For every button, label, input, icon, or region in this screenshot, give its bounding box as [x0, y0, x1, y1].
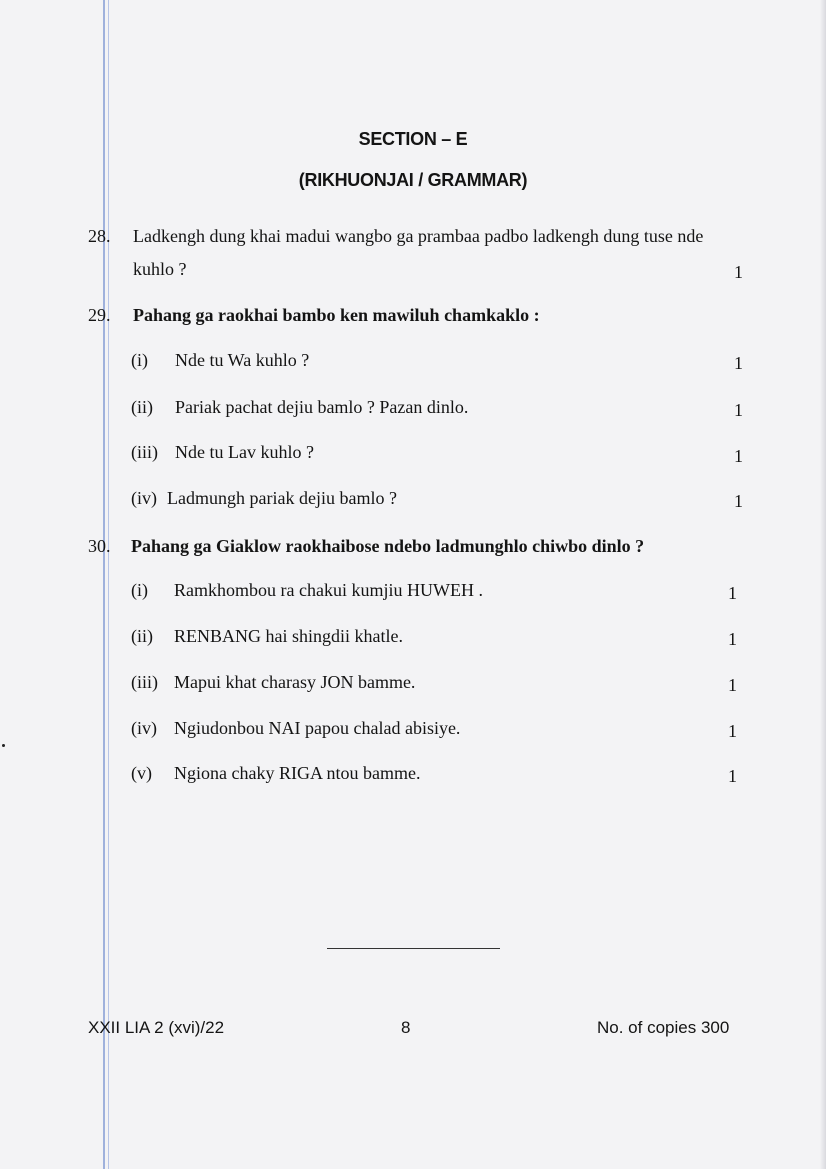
sub-question-text: Ngiudonbou NAI papou chalad abisiye. [174, 718, 461, 738]
sub-question-text: Ramkhombou ra chakui kumjiu HUWEH . [174, 580, 483, 600]
question-text: Pahang ga raokhai bambo ken mawiluh chamkaklo : [133, 305, 540, 325]
sub-question-text: Mapui khat charasy JON bamme. [174, 672, 416, 692]
sub-question-text: Nde tu Lav kuhlo ? [175, 442, 314, 462]
sub-question-text: Ngiona chaky RIGA ntou bamme. [174, 763, 421, 783]
question-number: 30. [88, 536, 111, 556]
marks: 1 [734, 491, 743, 511]
sub-question-label: (iii) [131, 672, 158, 692]
section-subtitle: (RIKHUONJAI / GRAMMAR) [298, 170, 528, 190]
marks: 1 [734, 400, 743, 420]
question-text: Ladkengh dung khai madui wangbo ga prambaa padbo ladkengh dung tuse nde [133, 226, 704, 246]
sub-question-label: (iv) [131, 718, 157, 738]
sub-question-label: (ii) [131, 397, 153, 417]
end-rule [327, 948, 500, 949]
footer-copies: No. of copies 300 [597, 1018, 730, 1037]
question-number: 28. [88, 226, 111, 246]
marks: 1 [728, 675, 737, 695]
marks: 1 [728, 766, 737, 786]
sub-question-label: (i) [131, 580, 148, 600]
sub-question-text: RENBANG hai shingdii khatle. [174, 626, 403, 646]
sub-question-text: Nde tu Wa kuhlo ? [175, 350, 310, 370]
marks: 1 [728, 629, 737, 649]
sub-question-label: (v) [131, 763, 152, 783]
question-text-continued: kuhlo ? [133, 259, 187, 279]
sub-question-label: (ii) [131, 626, 153, 646]
marks: 1 [728, 721, 737, 741]
sub-question-label: (iii) [131, 442, 158, 462]
marks: 1 [728, 583, 737, 603]
sub-question-text: Pariak pachat dejiu bamlo ? Pazan dinlo. [175, 397, 469, 417]
marks: 1 [734, 262, 743, 282]
sub-question-label: (iv) [131, 488, 157, 508]
footer-code: XXII LIA 2 (xvi)/22 [88, 1018, 225, 1037]
sub-question-label: (i) [131, 350, 148, 370]
marks: 1 [734, 446, 743, 466]
section-title: SECTION – E [358, 129, 468, 149]
question-number: 29. [88, 305, 111, 325]
ink-dot [2, 744, 5, 747]
footer-page-number: 8 [401, 1018, 411, 1037]
marks: 1 [734, 353, 743, 373]
sub-question-text: Ladmungh pariak dejiu bamlo ? [167, 488, 397, 508]
question-text: Pahang ga Giaklow raokhaibose ndebo ladmunghlo chiwbo dinlo ? [131, 536, 645, 556]
